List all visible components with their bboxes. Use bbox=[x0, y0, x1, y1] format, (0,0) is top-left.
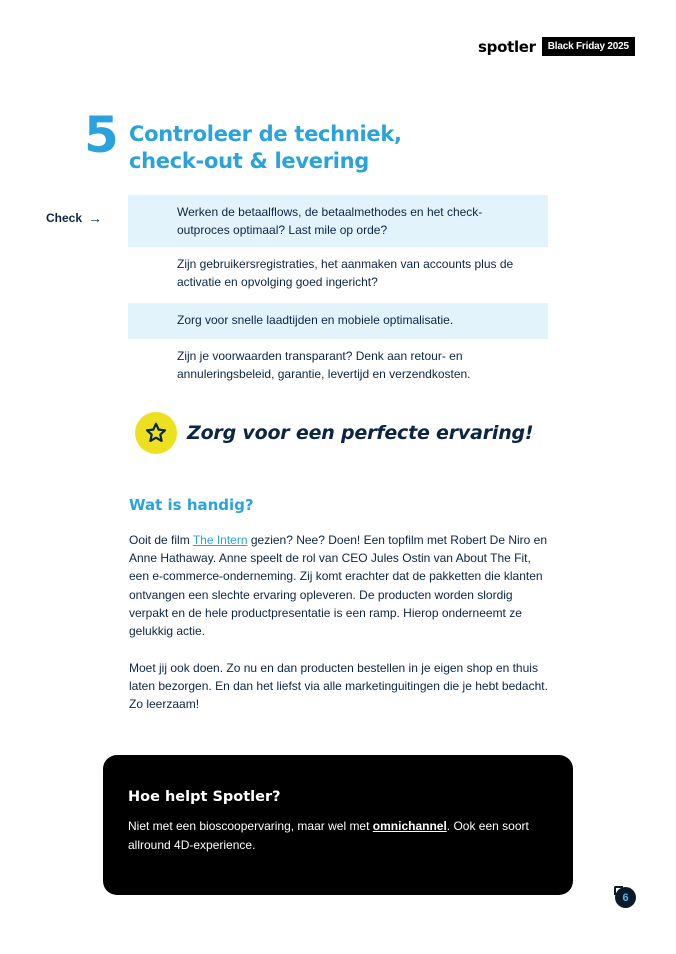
checklist-item-text: Zijn je voorwaarden transparant? Denk aan retour- en annuleringsbeleid, garantie, levertijd en verzendkosten. bbox=[177, 349, 471, 381]
omnichannel-link[interactable]: omnichannel bbox=[372, 819, 447, 833]
checklist-item bbox=[128, 247, 548, 303]
page-number-badge bbox=[615, 887, 636, 908]
arrow-right-icon: → bbox=[88, 210, 103, 226]
help-box-text bbox=[128, 817, 548, 855]
callout bbox=[135, 412, 533, 454]
checklist-item-text: Zijn gebruikersregistraties, het aanmaken van accounts plus de activatie en opvolging goed ingericht? bbox=[177, 257, 514, 289]
callout-text: Zorg voor een perfecte ervaring! bbox=[187, 422, 534, 444]
star-badge bbox=[135, 412, 177, 454]
section-number: 5 bbox=[84, 106, 119, 164]
help-box bbox=[103, 755, 573, 895]
check-label bbox=[46, 210, 102, 226]
checklist-item-text: Zorg voor snelle laadtijden en mobiele optimalisatie. bbox=[177, 313, 454, 327]
handy-heading: Wat is handig? bbox=[129, 496, 254, 514]
checklist-item bbox=[128, 303, 548, 339]
help-text: . Ook een soort allround 4D-experience. bbox=[128, 819, 529, 852]
paragraph-text: gezien? Nee? Doen! Een topfilm met Robert De Niro en Anne Hathaway. Anne speelt de rol van CEO Jules Ostin van About The Fit, een e-commerce-onderneming. Zij komt erachter dat de pakketten die klanten ontvangen een slechte ervaring opleveren. De producten worden slordig verpakt en de hele productpresentatie is een ramp. Hierop onderneemt ze gelukkig actie. bbox=[129, 533, 548, 639]
page-number: 6 bbox=[622, 891, 629, 904]
checklist-item-text: Werken de betaalflows, de betaalmethodes en het check-outproces optimaal? Last mile op orde? bbox=[177, 205, 483, 237]
handy-paragraph-1 bbox=[129, 531, 549, 640]
header-brand bbox=[478, 37, 635, 56]
paragraph-text: Ooit de film bbox=[129, 533, 193, 547]
checklist-item bbox=[128, 339, 548, 389]
check-label-text: Check bbox=[46, 211, 83, 225]
handy-paragraph-2: Moet jij ook doen. Zo nu en dan producten bestellen in je eigen shop en thuis laten bezorgen. En dan het liefst via alle marketinguitingen die je hebt bedacht. Zo leerzaam! bbox=[129, 661, 548, 712]
campaign-badge: Black Friday 2025 bbox=[542, 37, 635, 56]
section-title-line-2: check-out & levering bbox=[129, 149, 370, 173]
the-intern-link[interactable]: The Intern bbox=[192, 533, 248, 547]
spotler-logo: spotler bbox=[478, 37, 536, 56]
section-title bbox=[129, 121, 402, 175]
section-title-line-1: Controleer de techniek, bbox=[129, 122, 402, 146]
checklist bbox=[128, 195, 548, 389]
help-box-title: Hoe helpt Spotler? bbox=[128, 789, 281, 805]
star-icon bbox=[144, 421, 168, 445]
checklist-item bbox=[128, 195, 548, 247]
help-text: Niet met een bioscoopervaring, maar wel met bbox=[128, 819, 373, 833]
